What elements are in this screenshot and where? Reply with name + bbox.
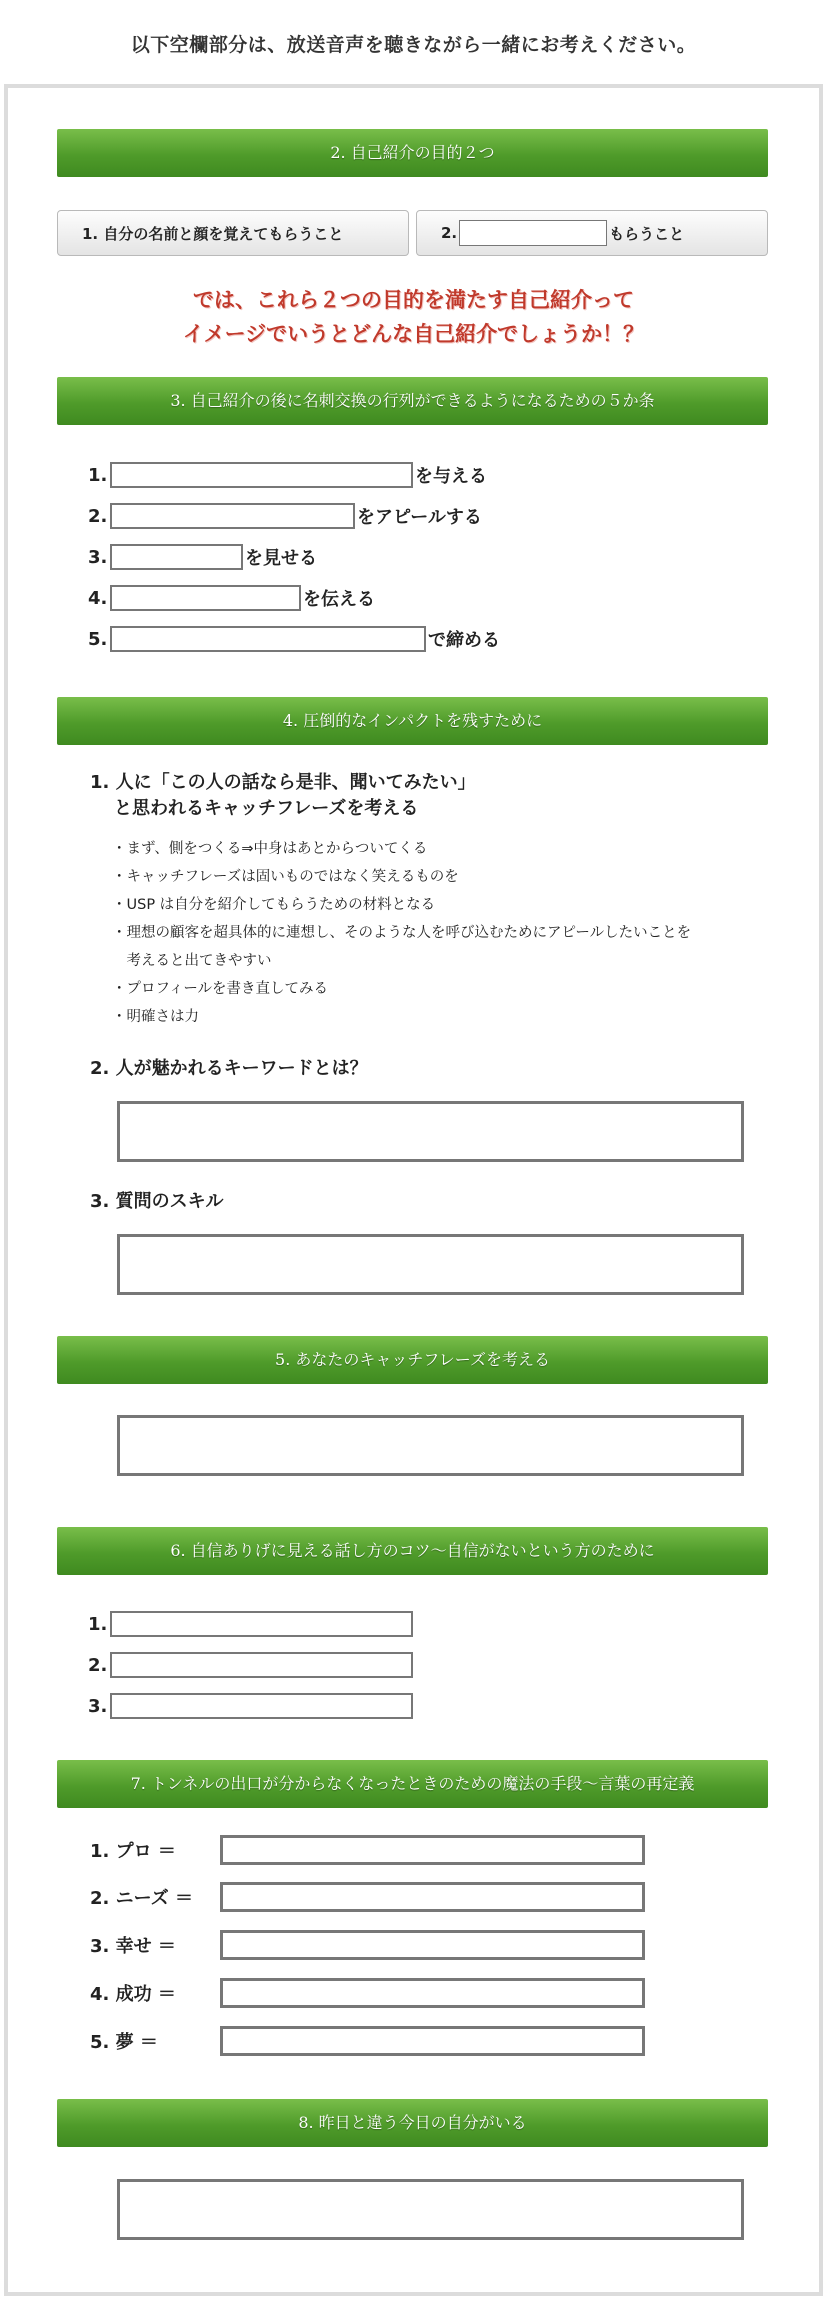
definition-label: 5. 夢 ＝ — [90, 2032, 158, 2053]
tips-list — [112, 835, 691, 1031]
rule-row-1 — [88, 461, 487, 489]
list-item: ・キャッチフレーズは固いものではなく笑えるものを — [112, 869, 459, 885]
purpose-tab-1 — [57, 210, 409, 256]
list-item: ・USP は自分を紹介してもらうための材料となる — [112, 897, 436, 913]
definition-label: 3. 幸せ ＝ — [90, 1936, 176, 1957]
tip-blank-field[interactable] — [110, 1693, 413, 1719]
tip-number: 3. — [88, 1695, 108, 1717]
list-item: ・プロフィールを書き直してみる — [112, 981, 329, 997]
rule-row-5 — [88, 625, 500, 653]
question-line-1: では、これら２つの目的を満たす自己紹介って — [193, 288, 634, 312]
rule-row-4 — [88, 584, 375, 612]
keyword-question: 2. 人が魅かれるキーワードとは？ — [90, 1058, 368, 1079]
definition-label: 4. 成功 ＝ — [90, 1984, 176, 2005]
keyword-answer-box[interactable] — [117, 1101, 744, 1162]
section-5-banner: 5. あなたのキャッチフレーズを考える — [57, 1336, 768, 1384]
catchphrase-answer-box[interactable] — [117, 1415, 744, 1476]
section-6-banner: 6. 自信ありげに見える話し方のコツ～自信がないという方のために — [57, 1527, 768, 1575]
definition-field[interactable] — [220, 2026, 645, 2056]
tip-blank-field[interactable] — [110, 1652, 413, 1678]
tip-number: 1. — [88, 1613, 108, 1635]
rule-blank-field[interactable] — [110, 585, 301, 611]
rule-suffix: を伝える — [303, 589, 375, 610]
section-8-banner: 8. 昨日と違う今日の自分がいる — [57, 2099, 768, 2147]
tip-row-1 — [88, 1610, 413, 1638]
rule-blank-field[interactable] — [110, 544, 243, 570]
definition-row-5 — [90, 2026, 645, 2056]
definition-field[interactable] — [220, 1978, 645, 2008]
definition-row-3 — [90, 1930, 645, 1960]
question-skill-heading: 3. 質問のスキル — [90, 1191, 224, 1212]
rule-number: 4. — [88, 587, 108, 609]
tip-blank-field[interactable] — [110, 1611, 413, 1637]
intro-text: 以下空欄部分は、放送音声を聴きながら一緒にお考えください。 — [130, 34, 697, 56]
impact-question-1-line-2: と思われるキャッチフレーズを考える — [114, 798, 419, 819]
question-line-2: イメージでいうとどんな自己紹介でしょうか！？ — [182, 322, 645, 346]
rule-blank-field[interactable] — [110, 626, 426, 652]
list-item: 考えると出てきやすい — [112, 953, 272, 969]
list-item: ・まず、側をつくる⇒中身はあとからついてくる — [112, 841, 428, 857]
definition-label: 2. ニーズ ＝ — [90, 1888, 193, 1909]
rule-suffix: で締める — [428, 630, 500, 651]
section-2-banner: 2. 自己紹介の目的２つ — [57, 129, 768, 177]
rule-suffix: をアピールする — [357, 507, 482, 528]
tip-number: 2. — [88, 1654, 108, 1676]
purpose-tab-2 — [416, 210, 768, 256]
definition-row-1 — [90, 1835, 645, 1865]
impact-question-1 — [90, 770, 476, 822]
definition-field[interactable] — [220, 1835, 645, 1865]
rule-number: 3. — [88, 546, 108, 568]
tip-row-2 — [88, 1651, 413, 1679]
definition-field[interactable] — [220, 1882, 645, 1912]
question-skill-answer-box[interactable] — [117, 1234, 744, 1295]
definition-row-4 — [90, 1978, 645, 2008]
definition-row-2 — [90, 1882, 645, 1912]
rule-row-2 — [88, 502, 482, 530]
purpose-tab-1-label: 1. 自分の名前と顔を覚えてもらうこと — [82, 224, 344, 243]
rule-suffix: を与える — [415, 466, 487, 487]
section-7-banner: 7. トンネルの出口が分からなくなったときのための魔法の手段～言葉の再定義 — [57, 1760, 768, 1808]
section-4-banner: 4. 圧倒的なインパクトを残すために — [57, 697, 768, 745]
purpose-tab-2-suffix: もらうこと — [609, 224, 685, 243]
definition-label: 1. プロ ＝ — [90, 1841, 176, 1862]
rule-blank-field[interactable] — [110, 462, 413, 488]
rule-number: 1. — [88, 464, 108, 486]
rule-blank-field[interactable] — [110, 503, 355, 529]
section-3-banner: 3. 自己紹介の後に名刺交換の行列ができるようになるための５か条 — [57, 377, 768, 425]
list-item: ・理想の顧客を超具体的に連想し、そのような人を呼び込むためにアピールしたいことを — [112, 925, 692, 941]
rule-number: 5. — [88, 628, 108, 650]
purpose-blank-field[interactable] — [459, 220, 607, 246]
list-item: ・明確さは力 — [112, 1009, 199, 1025]
rule-suffix: を見せる — [245, 548, 317, 569]
purpose-tab-2-number: 2. — [441, 224, 458, 242]
question-text — [0, 283, 827, 351]
tip-row-3 — [88, 1692, 413, 1720]
definition-field[interactable] — [220, 1930, 645, 1960]
self-answer-box[interactable] — [117, 2179, 744, 2240]
rule-number: 2. — [88, 505, 108, 527]
impact-question-1-line-1: 1. 人に「この人の話なら是非、聞いてみたい」 — [90, 772, 476, 793]
rule-row-3 — [88, 543, 317, 571]
